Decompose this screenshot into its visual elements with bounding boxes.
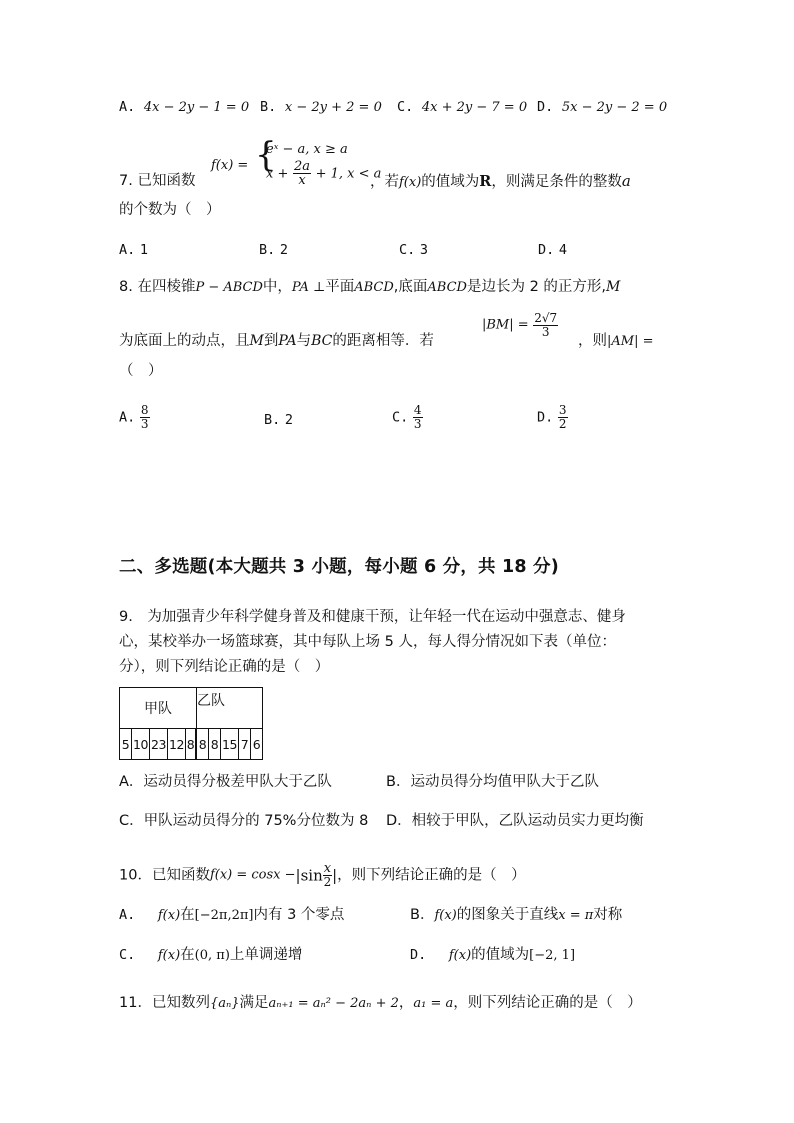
- math: P − ABCD: [195, 280, 263, 295]
- question-text: 11．已知数列: [119, 995, 210, 1011]
- option-text: 1: [139, 242, 149, 258]
- q8-option-b: [264, 410, 293, 430]
- q8-am-expression: [578, 331, 653, 352]
- fraction: [413, 404, 423, 431]
- fraction: [533, 312, 558, 339]
- fraction: [323, 862, 332, 889]
- option-letter: D.: [537, 99, 554, 115]
- question-text: （ ）: [119, 363, 163, 379]
- text: ,底面: [393, 279, 428, 295]
- text: 的值域为: [471, 947, 530, 963]
- option-letter: C.: [119, 947, 136, 963]
- q10-option-a: [119, 905, 344, 926]
- q7-fx-label: [211, 155, 248, 176]
- q7-case-1: [266, 139, 348, 160]
- q6-option-d: [537, 97, 667, 118]
- piecewise-case: eˣ − a, x ≥ a: [266, 142, 348, 157]
- score-table: [119, 687, 263, 760]
- fraction-numerator: 3: [558, 403, 567, 417]
- math: |sin: [295, 866, 323, 885]
- math: (0, π): [194, 948, 230, 963]
- q7-number-intro: [119, 171, 195, 191]
- q6-option-b: [260, 97, 382, 118]
- option-text: 4x − 2y − 1 = 0: [143, 100, 250, 115]
- q6-option-c: [397, 97, 527, 118]
- math: a₁ = a: [413, 996, 454, 1011]
- math: M: [249, 333, 264, 349]
- q8-line1: [119, 277, 620, 298]
- text: 在: [180, 907, 195, 923]
- math: aₙ₊₁ = aₙ² − 2aₙ + 2: [268, 996, 399, 1011]
- text: 是边长为 2 的正方形,: [466, 279, 607, 295]
- q7-line2: [119, 200, 221, 220]
- q7-tail: [370, 171, 631, 193]
- question-text: 10．已知函数: [119, 867, 210, 884]
- text: ，则满足条件的整数: [491, 174, 622, 190]
- question-number: 8.: [119, 279, 133, 295]
- text: ，: [398, 995, 414, 1011]
- q8-option-a: [119, 404, 150, 431]
- question-text: 的个数为（ ）: [119, 202, 221, 218]
- option-text: 4x + 2y − 7 = 0: [421, 100, 528, 115]
- option-letter: D.: [537, 409, 554, 426]
- q7-case-2: [266, 160, 381, 187]
- table-row: [120, 729, 263, 760]
- math: f(x): [157, 908, 181, 923]
- text: 的图象关于直线: [456, 907, 559, 923]
- team-b-header: 乙队: [197, 688, 263, 729]
- math: [−2π,2π]: [194, 908, 254, 923]
- fraction-numerator: 8: [140, 403, 149, 417]
- fraction-numerator: 4: [413, 403, 422, 417]
- question-number: 7.: [119, 173, 133, 189]
- text: 在四棱锥: [137, 279, 196, 295]
- q10-option-b: [410, 905, 622, 926]
- question-text: ，则下列结论正确的是（ ）: [337, 867, 526, 884]
- table-header-row: [120, 688, 263, 729]
- variable-a: a: [621, 172, 631, 190]
- option-letter: B.: [260, 99, 277, 115]
- text: 对称: [593, 907, 623, 923]
- option-letter: C.: [399, 242, 416, 258]
- option-letter: A.: [119, 242, 136, 258]
- q9-option-c: C．甲队运动员得分的 75%分位数为 8: [119, 813, 369, 829]
- table-cell: 8: [209, 729, 221, 760]
- math: M: [606, 279, 621, 295]
- math: f(x) = cosx −: [209, 867, 296, 883]
- q6-option-a: [119, 97, 249, 118]
- piecewise-case-pre: x +: [266, 166, 289, 182]
- brace-glyph: {: [255, 135, 277, 175]
- option-text: 3: [419, 242, 429, 258]
- math: ABCD: [427, 280, 467, 295]
- fraction-denominator: 2: [558, 417, 567, 431]
- q8-line3: [119, 361, 163, 381]
- q7-option-a: [119, 240, 148, 260]
- fraction-denominator: 3: [413, 417, 422, 431]
- math: PA ⊥: [291, 280, 326, 295]
- q9-line3: 分），则下列结论正确的是（ ）: [119, 659, 330, 675]
- option-letter: B．: [410, 907, 435, 923]
- q7-option-b: [259, 240, 288, 260]
- q9-line1: 9. 为加强青少年科学健身普及和健康干预，让年轻一代在运动中强意志、健身: [119, 609, 626, 625]
- math: x = π: [558, 908, 594, 923]
- text: 内有 3 个零点: [253, 907, 345, 923]
- q10-stem: [119, 862, 526, 889]
- fx-label: f(x): [399, 175, 422, 190]
- fraction-denominator: 3: [140, 417, 149, 431]
- math: [−2, 1]: [529, 948, 576, 963]
- fraction-numerator: x: [323, 861, 332, 876]
- question-text: 已知函数: [137, 173, 196, 189]
- math: BC: [311, 333, 333, 349]
- fx-label: f(x) =: [211, 158, 249, 173]
- option-letter: C.: [397, 99, 414, 115]
- text: 上单调递增: [229, 947, 303, 963]
- option-letter: D.: [538, 242, 555, 258]
- option-letter: A.: [119, 99, 136, 115]
- q8-option-c: [392, 404, 423, 431]
- table-cell: 6: [251, 729, 263, 760]
- fraction-denominator: 2: [323, 875, 332, 889]
- q9-line2: 心，某校举办一场篮球赛，其中每队上场 5 人，每人得分情况如下表（单位：: [119, 634, 616, 650]
- table-cell: 23: [150, 729, 168, 760]
- option-letter: A.: [119, 409, 136, 426]
- q7-option-c: [399, 240, 428, 260]
- fraction-denominator: x: [298, 173, 306, 188]
- section-heading: 二、多选题(本大题共 3 小题，每小题 6 分，共 18 分): [119, 557, 559, 577]
- math: f(x): [434, 908, 457, 923]
- fraction-denominator: 3: [541, 325, 550, 339]
- math: {aₙ}: [209, 996, 240, 1011]
- option-letter: B.: [259, 242, 276, 258]
- q8-bm-expression: [482, 312, 558, 339]
- text: ，若: [370, 174, 399, 190]
- math: |: [332, 866, 338, 885]
- text: 到: [263, 333, 279, 349]
- fraction-numerator: 2√7: [534, 311, 558, 325]
- q9-option-a: A．运动员得分极差甲队大于乙队: [119, 774, 332, 790]
- team-a-header: 甲队: [120, 688, 197, 729]
- table-cell: 8: [197, 729, 209, 760]
- piecewise-case-post: + 1, x < a: [315, 166, 382, 182]
- text: 的距离相等．若: [332, 333, 434, 349]
- question-text: ，则下列结论正确的是（ ）: [453, 995, 642, 1011]
- fraction: [140, 404, 150, 431]
- table-cell: 5: [120, 729, 132, 760]
- math: PA: [278, 333, 297, 349]
- table-cell: 15: [221, 729, 239, 760]
- fraction-numerator: 2a: [293, 159, 310, 174]
- option-letter: D.: [410, 947, 427, 963]
- option-text: 5x − 2y − 2 = 0: [561, 100, 668, 115]
- q8-line2: [119, 331, 434, 351]
- text: 平面: [325, 279, 355, 295]
- text: 的值域为: [421, 174, 480, 190]
- option-letter: A.: [119, 907, 136, 923]
- option-text: 2: [279, 242, 289, 258]
- table-cell: 10: [132, 729, 150, 760]
- table-cell: 12: [168, 729, 186, 760]
- math: ABCD: [354, 280, 394, 295]
- math: |AM| =: [607, 334, 654, 349]
- fraction: [558, 404, 568, 431]
- math: f(x): [157, 948, 181, 963]
- text: 满足: [239, 995, 269, 1011]
- q10-option-d: [410, 945, 575, 966]
- option-letter: B.: [264, 412, 281, 428]
- option-text: 2: [284, 412, 294, 428]
- math: |BM| =: [482, 317, 529, 333]
- text: 中，: [262, 279, 292, 295]
- text: 与: [296, 333, 312, 349]
- text: 在: [180, 947, 195, 963]
- q10-option-c: [119, 945, 302, 966]
- q8-option-d: [537, 404, 568, 431]
- text: 为底面上的动点，且: [119, 333, 250, 349]
- q9-option-d: D．相较于甲队，乙队运动员实力更均衡: [386, 813, 644, 829]
- option-letter: C.: [392, 409, 409, 426]
- q7-option-d: [538, 240, 567, 260]
- q9-option-b: B．运动员得分均值甲队大于乙队: [386, 774, 599, 790]
- math: f(x): [448, 948, 472, 963]
- q11-stem: [119, 993, 642, 1014]
- option-text: 4: [558, 242, 568, 258]
- fraction: [293, 160, 311, 187]
- text: ，则: [578, 333, 607, 349]
- option-text: x − 2y + 2 = 0: [284, 100, 382, 115]
- table-cell: 7: [239, 729, 251, 760]
- table-cell: 8: [186, 729, 196, 760]
- reals-symbol: R: [479, 173, 492, 190]
